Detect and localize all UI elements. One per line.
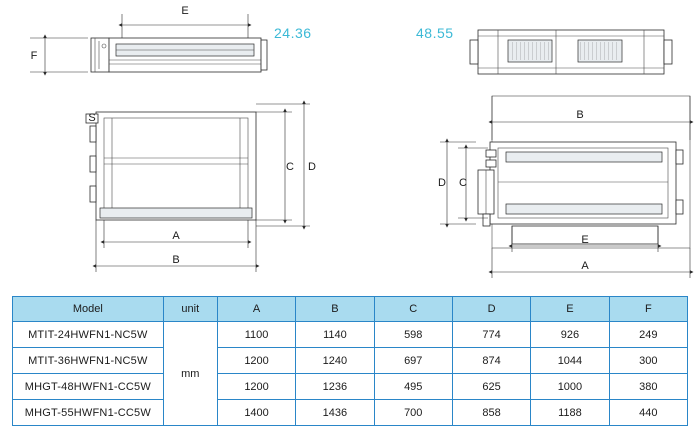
dimension-C-top	[256, 112, 294, 220]
cell-f: 380	[609, 374, 687, 400]
cell-d: 625	[452, 374, 530, 400]
cell-model: MTIT-36HWFN1-NC5W	[13, 348, 164, 374]
cell-e: 926	[531, 322, 609, 348]
header-e: E	[531, 297, 609, 322]
rear-view-body	[478, 30, 664, 74]
cell-f: 249	[609, 322, 687, 348]
table-row	[13, 348, 688, 374]
cell-c: 700	[374, 400, 452, 426]
dim-label-A-plan: A	[581, 260, 589, 272]
cell-b: 1240	[296, 348, 374, 374]
header-c: C	[374, 297, 452, 322]
cell-e: 1044	[531, 348, 609, 374]
cell-c: 697	[374, 348, 452, 374]
cell-d: 774	[452, 322, 530, 348]
top-view-flange	[100, 208, 252, 218]
top-view-tag-label: S	[88, 112, 96, 124]
cell-d: 858	[452, 400, 530, 426]
cell-b: 1236	[296, 374, 374, 400]
spec-table-wrap	[12, 296, 688, 426]
cell-c: 495	[374, 374, 452, 400]
cell-f: 300	[609, 348, 687, 374]
dim-label-C-plan: C	[459, 177, 467, 189]
table-header-row	[13, 297, 688, 322]
spec-table	[12, 296, 688, 426]
cell-b: 1436	[296, 400, 374, 426]
cell-a: 1400	[217, 400, 295, 426]
callout-left-value: 24.36	[274, 25, 312, 41]
table-row	[13, 400, 688, 426]
dimension-A-plan	[492, 248, 690, 278]
cell-f: 440	[609, 400, 687, 426]
rear-view-group	[470, 30, 672, 74]
table-row	[13, 322, 688, 348]
dim-label-C-top: C	[286, 161, 294, 173]
front-view-right-flange	[261, 40, 267, 70]
dim-label-B-plan: B	[576, 109, 584, 121]
header-d: D	[452, 297, 530, 322]
dim-label-E-front: E	[181, 5, 189, 17]
dimension-A-top	[104, 220, 248, 248]
dim-label-E-plan: E	[581, 234, 589, 246]
cell-a: 1200	[217, 374, 295, 400]
header-f: F	[609, 297, 687, 322]
front-view-end-cap	[91, 38, 109, 72]
dimension-D-plan	[438, 142, 476, 224]
dim-label-A-top: A	[172, 230, 180, 242]
cell-model: MHGT-48HWFN1-CC5W	[13, 374, 164, 400]
dim-label-D-plan: D	[438, 177, 446, 189]
dimension-B-top	[96, 220, 256, 272]
dimension-E-front	[122, 5, 248, 42]
header-b: B	[296, 297, 374, 322]
cell-e: 1188	[531, 400, 609, 426]
cell-a: 1200	[217, 348, 295, 374]
dim-label-D-top: D	[308, 161, 316, 173]
dimension-B-plan	[492, 96, 690, 140]
top-view-group	[86, 104, 316, 272]
front-view-group	[30, 5, 267, 72]
cell-model: MHGT-55HWFN1-CC5W	[13, 400, 164, 426]
cell-a: 1100	[217, 322, 295, 348]
header-model: Model	[13, 297, 164, 322]
cell-e: 1000	[531, 374, 609, 400]
dim-label-B-top: B	[172, 254, 180, 266]
cell-c: 598	[374, 322, 452, 348]
cell-model: MTIT-24HWFN1-NC5W	[13, 322, 164, 348]
dim-label-F-front: F	[30, 50, 38, 62]
cell-unit: mm	[163, 322, 217, 426]
header-a: A	[217, 297, 295, 322]
header-unit: unit	[163, 297, 217, 322]
top-view-body	[96, 112, 256, 220]
dimension-F-front	[30, 38, 88, 72]
cell-b: 1140	[296, 322, 374, 348]
callout-right-value: 48.55	[416, 25, 454, 41]
cell-d: 874	[452, 348, 530, 374]
plan-view-group	[438, 96, 690, 278]
table-row	[13, 374, 688, 400]
